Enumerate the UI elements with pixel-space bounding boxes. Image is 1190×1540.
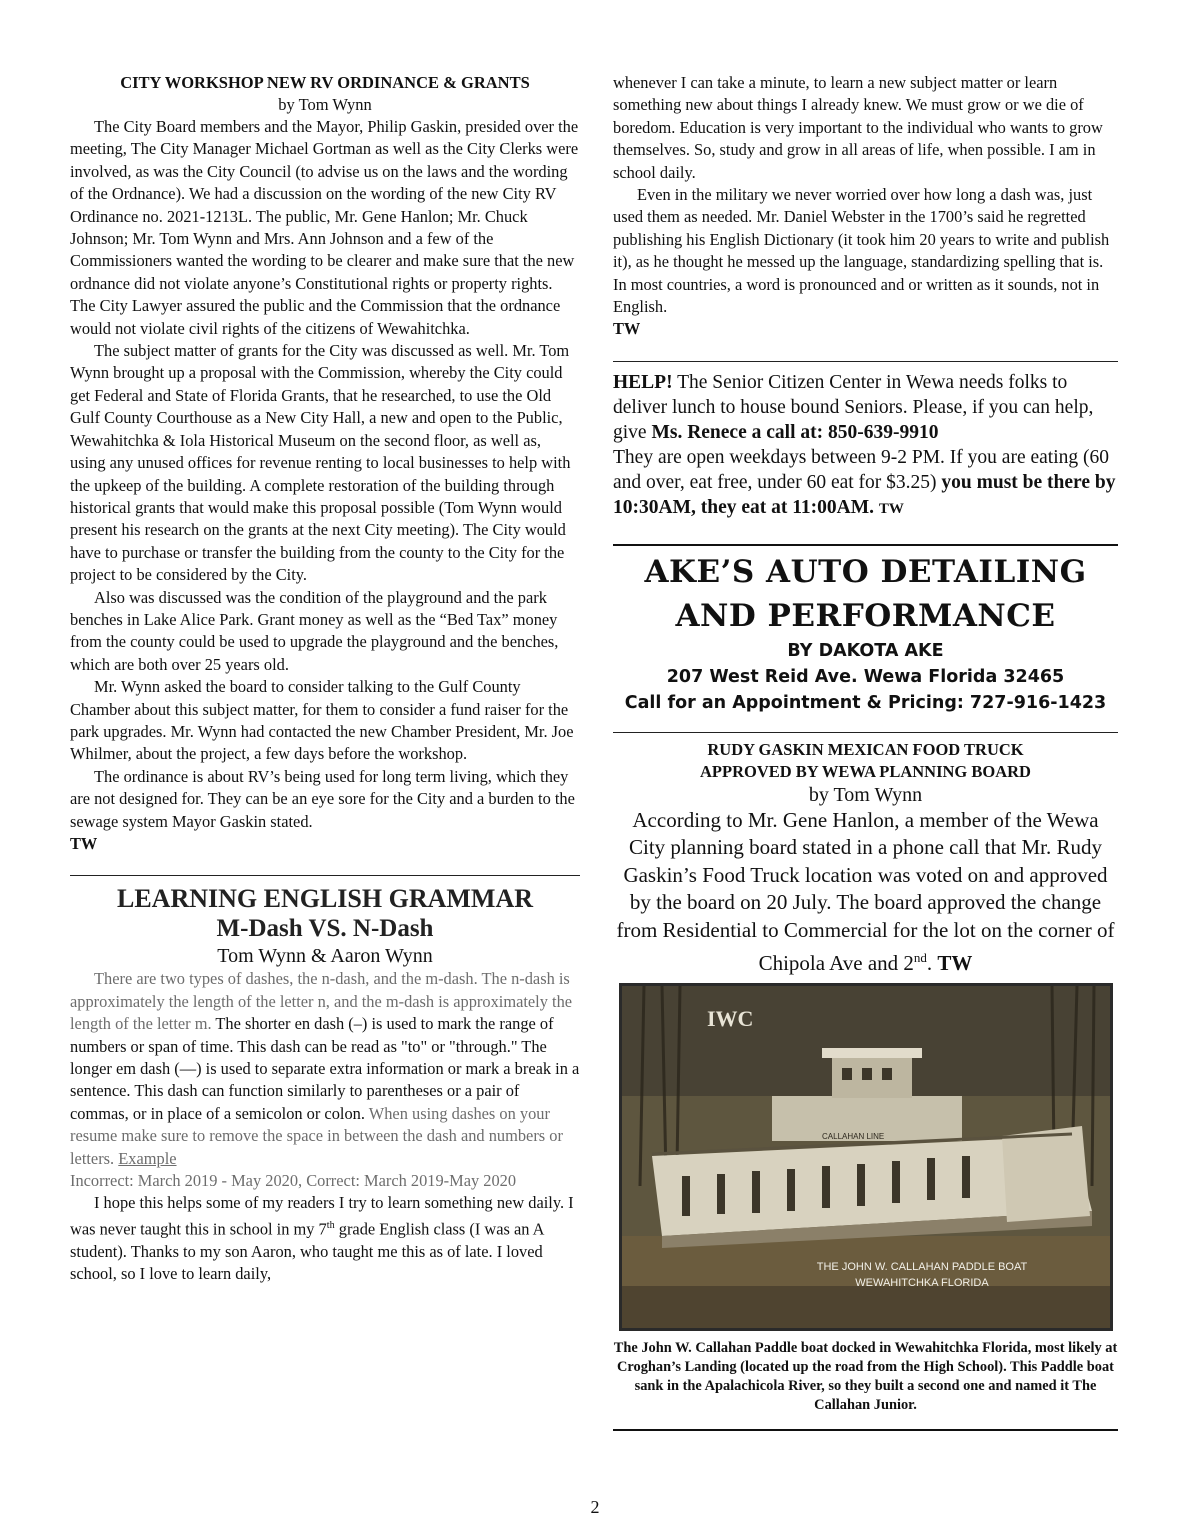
boat-side-label: CALLAHAN LINE bbox=[822, 1132, 885, 1142]
rudy-byline: by Tom Wynn bbox=[808, 783, 923, 806]
grammar-paragraph-2 bbox=[70, 1192, 580, 1285]
rv-signature: TW bbox=[70, 834, 98, 853]
right-column bbox=[613, 72, 1118, 1431]
help-text-2: They are open weekdays between 9-2 PM. If you are eating (60 and over, eat free, under 60 eat for $3.25) bbox=[613, 446, 1109, 493]
help-signature: TW bbox=[878, 500, 904, 517]
grammar-byline: Tom Wynn & Aaron Wynn bbox=[217, 945, 433, 968]
rudy-body-text: According to Mr. Gene Hanlon, a member of the Wewa City planning board stated in a phone call that Mr. Rudy Gaskin’s Food Truck location was voted on and approved by the board on 20 July. The board approved the change from Residential to Commercial for the lot on the corner of Chipola Ave and 2 bbox=[616, 807, 1115, 975]
ake-byline: BY DAKOTA AKE bbox=[787, 640, 944, 661]
ake-title-2: AND PERFORMANCE bbox=[675, 597, 1056, 634]
grammar-p2-sup: th bbox=[326, 1219, 335, 1231]
paddle-boat-photo bbox=[619, 983, 1113, 1331]
page-number: 2 bbox=[590, 1497, 600, 1517]
ake-phone: Call for an Appointment & Pricing: 727-916-1423 bbox=[624, 692, 1107, 713]
rudy-body bbox=[613, 807, 1118, 977]
example-link[interactable]: Example bbox=[118, 1148, 177, 1168]
rv-article-byline: by Tom Wynn bbox=[278, 95, 372, 114]
grammar-p2-start: I hope this helps some of my readers I try to learn something new daily. I was never taught this in school in my 7 bbox=[70, 1193, 574, 1239]
rv-paragraph-1: The City Board members and the Mayor, Philip Gaskin, presided over the meeting, The City Manager Michael Gortman as well as the City Clerks were involved, as was the City Council (to advise us on the laws and the wording of the Ordnance). We had a discussion on the wording of the new City RV Ordinance no. 2021-1213L. The public, Mr. Gene Hanlon; Mr. Chuck Johnson; Mr. Tom Wynn and Mrs. Ann Johnson and a few of the Commissioners wanted the wording to be clearer and make sure that the new ordnance did not violate anyone’s Constitutional rights or property rights. The City Lawyer assured the public and the Commission that the ordnance would not violate civil rights of the citizens of Wewahitchka. bbox=[70, 117, 579, 338]
rv-paragraph-5: The ordinance is about RV’s being used for long term living, which they are not designed for. They can be an eye sore for the City and a burden to the sewage system Mayor Gaskin stated. bbox=[70, 766, 575, 831]
help-text-1: The Senior Citizen Center in Wewa needs folks to deliver lunch to house bound Seniors. Please, if you can help, give bbox=[613, 371, 1094, 443]
ake-title-1: AKE’S AUTO DETAILING bbox=[644, 553, 1087, 590]
divider-grammar-help bbox=[613, 361, 1118, 362]
paddle-boat-illustration bbox=[622, 986, 1110, 1328]
grammar-resume-tip: When using dashes on your resume make sure to remove the space in between the dash and numbers or letters. bbox=[70, 1103, 563, 1168]
grammar-dash-rules: The shorter en dash (–) is used to mark the range of numbers or span of time. This dash can be read as "to" or "through." The longer em dash (—) is used to separate extra information or mark a break in a sentence. This dash can function similarly to parentheses or a pair of commas, or in place of a semicolon or colon. bbox=[70, 1014, 580, 1123]
rv-paragraph-2: The subject matter of grants for the City was discussed as well. Mr. Tom Wynn brought up a proposal with the Commission, whereby the City could get Federal and State of Florida Grants, that he researched, to use the Old Gulf County Courthouse as a New City Hall, a new and open to the Public, Wewahitchka & Iola Historical Museum on the second floor, as well as, using any unused offices for revenue renting to local businesses to help with the upkeep of the building. A complete restoration of the building through historical grants that would make this proposal possible (Tom Wynn would present his research on the grants at the next City meeting). The City would have to purchase or transfer the building from the county to the City for the project to be considered by the City. bbox=[70, 341, 571, 585]
help-lead: HELP! bbox=[613, 371, 673, 393]
divider-ake-rudy bbox=[613, 732, 1118, 733]
help-bold: you must be there by 10:30AM, they eat at 11:00AM. bbox=[613, 471, 1116, 518]
rv-paragraph-4: Mr. Wynn asked the board to consider talking to the Gulf County Chamber about this subject matter, for them to consider a fund raiser for the park upgrades. Mr. Wynn had contacted the new Chamber President, Mr. Joe Whilmer, about the project, a few days before the workshop. bbox=[70, 677, 574, 764]
help-notice-2 bbox=[613, 445, 1118, 522]
grammar-paragraph-4: Even in the military we never worried over how long a dash was, just used them as needed. Mr. Daniel Webster in the 1700’s said he regretted publishing his English Dictionary (it took him 20 years to write and publish it), as he thought he messed up the language, standardizing spelling that is. In most countries, a word is pronounced and or written as it sounds, not in English. bbox=[613, 185, 1110, 317]
grammar-title: LEARNING ENGLISH GRAMMAR bbox=[116, 884, 534, 914]
grammar-signature: TW bbox=[613, 319, 641, 339]
photo-overlay-line-2: WEWAHITCHKA FLORIDA bbox=[855, 1277, 989, 1290]
grammar-paragraph-3: whenever I can take a minute, to learn a new subject matter or learn something new about things I already knew. We must grow or we die of boredom. Education is very important to the individual who wants to grow themselves. So, study and grow in all areas of life, when possible. I am in school daily. bbox=[613, 73, 1103, 182]
rudy-signature: TW bbox=[937, 950, 973, 975]
rv-paragraph-3: Also was discussed was the condition of the playground and the park benches in Lake Alice Park. Grant money as well as the “Bed Tax” money from the county could be used to upgrade the playground and the benches, which are both over 25 years old. bbox=[70, 587, 559, 674]
photo-overlay-line-1: THE JOHN W. CALLAHAN PADDLE BOAT bbox=[816, 1261, 1028, 1274]
rudy-title-1: RUDY GASKIN MEXICAN FOOD TRUCK bbox=[707, 739, 1024, 759]
divider-bottom bbox=[613, 1429, 1118, 1431]
rv-article-title: CITY WORKSHOP NEW RV ORDINANCE & GRANTS bbox=[120, 73, 530, 92]
divider-rv-grammar bbox=[70, 875, 580, 876]
grammar-subtitle: M-Dash VS. N-Dash bbox=[216, 915, 434, 943]
photo-corner-mark: IWC bbox=[707, 1006, 754, 1032]
help-notice bbox=[613, 370, 1118, 445]
photo-caption: The John W. Callahan Paddle boat docked in Wewahitchka Florida, most likely at Croghan’s Landing (located up the road from the High School). This Paddle boat sank in the Apalachicola River, so they built a second one and named it The Callahan Junior. bbox=[613, 1340, 1118, 1413]
grammar-p2-end: grade English class (I was an A student). Thanks to my son Aaron, who taught me this as of late. I loved school, so I love to learn daily, bbox=[70, 1219, 544, 1284]
grammar-example-text: Incorrect: March 2019 - May 2020, Correct: March 2019-May 2020 bbox=[70, 1171, 517, 1191]
grammar-paragraph-1 bbox=[70, 968, 580, 1170]
left-column bbox=[70, 72, 580, 1286]
rudy-title-2: APPROVED BY WEWA PLANNING BOARD bbox=[700, 761, 1031, 781]
rudy-body-sup: nd bbox=[913, 949, 927, 965]
grammar-dash-intro: There are two types of dashes, the n-dash, and the m-dash. The n-dash is approximately the length of the letter n, and the m-dash is approximately the length of the letter m. bbox=[70, 969, 573, 1034]
help-phone: Ms. Renece a call at: 850-639-9910 bbox=[651, 421, 939, 443]
ake-address: 207 West Reid Ave. Wewa Florida 32465 bbox=[666, 666, 1065, 687]
divider-help-ake bbox=[613, 544, 1118, 546]
rudy-body-end: . bbox=[926, 950, 933, 975]
